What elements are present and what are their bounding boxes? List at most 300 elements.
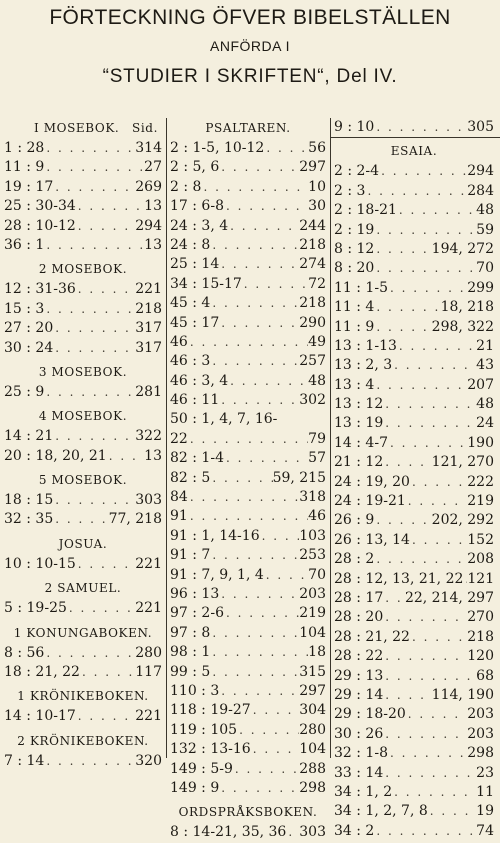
page-number: 269: [135, 178, 162, 195]
index-entry: [4, 280, 162, 299]
index-entry: [334, 550, 494, 569]
verse-reference: 36 : 1: [4, 236, 45, 253]
verse-reference: 97 : 8: [170, 624, 211, 641]
index-entry: [170, 352, 326, 371]
page-number: 317: [135, 339, 162, 356]
section-heading: 2 MOSEBOK.: [38, 262, 128, 277]
verse-reference: 84: [170, 489, 188, 506]
verse-reference: 8 : 56: [4, 644, 45, 661]
verse-reference: 7 : 14: [4, 752, 45, 769]
page-number: 305: [467, 119, 494, 135]
verse-reference: 91 : 7, 9, 1, 4: [170, 566, 264, 583]
page-number: 77, 218: [108, 511, 162, 528]
index-entry: [334, 764, 494, 783]
verse-reference: 18 : 21, 22: [4, 664, 80, 681]
verse-reference: 30 : 26: [334, 725, 384, 742]
verse-reference: 149 : 9: [170, 779, 220, 796]
verse-reference: 11 : 4: [334, 299, 375, 316]
index-entry: [4, 427, 162, 446]
dot-leader: [53, 427, 135, 446]
index-entry: [170, 507, 326, 526]
index-entry: [170, 139, 326, 158]
index-entry: [334, 531, 494, 550]
page-subtitle: ANFÖRDA I: [210, 38, 290, 54]
verse-reference: 46: [170, 333, 188, 350]
verse-reference: 13 : 19: [334, 415, 384, 432]
page-number: 222: [467, 473, 494, 490]
page-number: 221: [135, 708, 162, 725]
dot-leader: [383, 647, 467, 666]
page-number: 303: [135, 492, 162, 509]
dot-leader: [188, 333, 308, 352]
verse-reference: 32 : 1-8: [334, 745, 388, 762]
dot-leader: [260, 527, 300, 546]
verse-reference: 11 : 9: [334, 318, 375, 335]
index-entry: [334, 376, 494, 395]
dot-leader: [264, 566, 308, 585]
dot-leader: [44, 139, 135, 158]
dot-leader: [383, 764, 476, 783]
dot-leader: [76, 217, 135, 236]
index-entry: [170, 566, 326, 585]
dot-leader: [374, 221, 476, 240]
page-number: 257: [299, 353, 326, 370]
dot-leader: [383, 725, 467, 744]
index-entry: [334, 434, 494, 453]
section-heading: 1 KRÖNIKEBOKEN.: [17, 689, 149, 704]
dot-leader: [251, 701, 300, 720]
index-entry: [170, 527, 326, 546]
index-entry: [4, 300, 162, 319]
page-number: 203: [467, 725, 494, 742]
verse-reference: 46 : 3, 4: [170, 372, 229, 389]
verse-reference: 12 : 31-36: [4, 281, 76, 298]
verse-reference: 5 : 19-25: [4, 600, 67, 617]
index-entry: [334, 221, 494, 240]
page-number: 274: [299, 256, 326, 273]
verse-reference: 2 : 2-4: [334, 163, 380, 180]
verse-reference: 14 : 4-7: [334, 434, 388, 451]
page-number: 121: [467, 570, 495, 587]
index-entry: [4, 319, 162, 338]
page-number: 30: [308, 198, 326, 215]
page-number: 317: [135, 320, 162, 337]
page-number: 152: [467, 531, 494, 548]
verse-reference: 46 : 3: [170, 353, 211, 370]
dot-leader: [374, 240, 431, 259]
index-entry: [334, 744, 494, 763]
dot-leader: [428, 802, 476, 821]
verse-reference: 30 : 24: [4, 339, 54, 356]
dot-leader: [410, 628, 467, 647]
page-number: 218: [299, 295, 326, 312]
index-entry: [334, 182, 494, 201]
dot-leader: [76, 555, 135, 574]
verse-reference: 28 : 2: [334, 551, 375, 568]
verse-reference: 29 : 18-20: [334, 706, 406, 723]
index-entry: [4, 707, 162, 726]
page-number: 18, 218: [440, 299, 494, 316]
verse-reference: 25 : 30-34: [4, 198, 76, 215]
verse-reference: 96 : 13: [170, 585, 220, 602]
verse-reference: 18 : 15: [4, 492, 54, 509]
verse-reference: 1 : 28: [4, 140, 45, 156]
index-entry: [334, 802, 494, 821]
index-entry: [334, 822, 494, 841]
dot-leader: [228, 217, 299, 236]
dot-leader: [388, 434, 467, 453]
page-column-label: Sid.: [132, 121, 158, 135]
index-entry: [170, 604, 326, 623]
dot-leader: [383, 686, 431, 705]
index-entry: [170, 391, 326, 410]
section-heading: 2 SAMUEL.: [44, 581, 122, 596]
verse-reference: 24 : 8: [170, 236, 211, 253]
verse-reference: 25 : 9: [4, 383, 45, 400]
section-heading: 5 MOSEBOK.: [38, 473, 128, 488]
dot-leader: [410, 531, 467, 550]
section-heading: 1 KONUNGABOKEN.: [13, 625, 153, 640]
dot-leader: [286, 823, 299, 842]
index-entry: [4, 752, 162, 771]
page-number: 280: [299, 721, 326, 738]
dot-leader: [397, 337, 476, 356]
page-number: 13: [144, 198, 162, 215]
index-entry: [170, 372, 326, 391]
section-heading: 3 MOSEBOK.: [38, 364, 128, 379]
index-entry: [170, 217, 326, 236]
dot-leader: [374, 376, 467, 395]
page-number: 221: [135, 281, 162, 298]
verse-reference: 82 : 1-4: [170, 450, 224, 467]
index-entry: [170, 430, 326, 449]
verse-reference: 118 : 19-27: [170, 702, 251, 719]
index-entry: [4, 555, 162, 574]
index-entry: [334, 259, 494, 278]
dot-leader: [406, 705, 467, 724]
page-number: 10: [308, 178, 326, 195]
verse-reference: 28 : 12, 13, 21, 22: [334, 570, 464, 587]
page-number: 48: [476, 396, 494, 413]
index-entry: [170, 823, 326, 842]
dot-leader: [224, 604, 299, 623]
index-entry: [4, 447, 162, 466]
dot-leader: [53, 339, 135, 358]
dot-leader: [44, 300, 135, 319]
page-number: 48: [308, 372, 326, 389]
page-number: 21: [476, 337, 494, 354]
dot-leader: [210, 469, 272, 488]
dot-leader: [374, 550, 467, 569]
dot-leader: [374, 259, 476, 278]
page-number: 13: [144, 447, 162, 464]
page-number: 314: [135, 140, 162, 156]
page-number: 270: [467, 609, 494, 626]
verse-reference: 82 : 5: [170, 469, 211, 486]
dot-leader: [76, 280, 135, 299]
dot-leader: [44, 158, 144, 177]
dot-leader: [210, 294, 299, 313]
page-number: 114, 190: [431, 686, 494, 703]
verse-reference: 91: [170, 508, 188, 525]
page-number: 48: [476, 202, 494, 219]
page-number: 190: [467, 434, 494, 451]
index-entry: [4, 217, 162, 236]
index-entry: [170, 178, 326, 197]
index-entry: [334, 414, 494, 433]
page-number: 208: [467, 551, 494, 568]
dot-leader: [219, 682, 299, 701]
index-entry: [334, 395, 494, 414]
verse-reference: 28 : 10-12: [4, 217, 76, 234]
page-number: 72: [308, 275, 326, 292]
verse-reference: 27 : 20: [4, 320, 54, 337]
dot-leader: [233, 760, 299, 779]
verse-reference: 46 : 11: [170, 392, 220, 409]
verse-reference: 24 : 3, 4: [170, 217, 229, 234]
dot-leader: [383, 589, 405, 608]
page-number: 218: [299, 236, 326, 253]
dot-leader: [67, 599, 135, 618]
index-entry: [334, 628, 494, 647]
book-name: I MOSEBOK.: [34, 121, 120, 135]
page-number: 203: [299, 585, 326, 602]
page-number: 207: [467, 376, 494, 393]
dot-leader: [210, 663, 299, 682]
verse-reference: 2 : 18-21: [334, 202, 397, 219]
dot-leader: [219, 314, 299, 333]
index-entry: [170, 663, 326, 682]
page-number: 219: [467, 493, 494, 510]
work-title: “STUDIER I SKRIFTEN“, Del IV.: [102, 66, 398, 87]
verse-reference: 28 : 20: [334, 609, 384, 626]
dot-leader: [219, 255, 299, 274]
dot-leader: [383, 414, 476, 433]
verse-reference: 21 : 12: [334, 454, 384, 471]
index-entry: [170, 197, 326, 216]
page-number: 297: [299, 159, 326, 176]
page-number: 320: [135, 752, 162, 769]
page-number: 253: [299, 547, 326, 564]
verse-reference: 34 : 1, 2: [334, 783, 393, 800]
verse-reference: 2 : 3: [334, 182, 366, 199]
page-number: 302: [299, 392, 326, 409]
verse-reference: 8 : 12: [334, 240, 375, 257]
verse-reference: 32 : 35: [4, 511, 54, 528]
verse-reference: 25 : 14: [170, 256, 220, 273]
verse-reference: 13 : 1-13: [334, 337, 397, 354]
dot-leader: [188, 488, 299, 507]
index-entry: [4, 599, 162, 618]
page-number: 298, 322: [431, 318, 494, 335]
verse-reference: 14 : 21: [4, 428, 54, 445]
index-entry: [170, 682, 326, 701]
column-divider: [166, 118, 167, 758]
dot-leader: [383, 395, 476, 414]
index-entry: [334, 473, 494, 492]
dot-leader: [44, 383, 135, 402]
index-entry: [170, 255, 326, 274]
index-entry: [334, 725, 494, 744]
verse-reference: 14 : 10-17: [4, 708, 76, 725]
dot-leader: [53, 491, 135, 510]
index-entry: [4, 491, 162, 510]
verse-reference: 8 : 20: [334, 260, 375, 277]
index-entry: [334, 511, 494, 530]
verse-reference: 99 : 5: [170, 663, 211, 680]
page-number: 288: [299, 760, 326, 777]
index-entry: [4, 663, 162, 682]
page-number: 203: [467, 706, 494, 723]
page-number: 68: [476, 667, 494, 684]
dot-leader: [210, 546, 299, 565]
verse-reference: 34 : 15-17: [170, 275, 242, 292]
page-number: 221: [135, 555, 162, 572]
dot-leader: [219, 391, 299, 410]
section-heading: PSALTAREN.: [205, 121, 291, 135]
verse-reference: 28 : 22: [334, 648, 384, 665]
index-column-2: [170, 118, 326, 843]
verse-reference: 119 : 105: [170, 721, 238, 738]
page-number: 57: [308, 450, 326, 467]
verse-reference: 24 : 19-21: [334, 493, 406, 510]
page-number: 221: [135, 600, 162, 617]
section-heading: ORDSPRÅKSBOKEN.: [178, 805, 318, 820]
index-entry: [170, 275, 326, 294]
verse-reference: 34 : 2: [334, 822, 375, 839]
verse-reference: 24 : 19, 20: [334, 473, 410, 490]
index-entry: [334, 570, 494, 589]
index-entry: [4, 236, 162, 255]
index-entry: [334, 492, 494, 511]
dot-leader: [374, 298, 440, 317]
page-number: 49: [308, 333, 326, 350]
dot-leader: [388, 744, 467, 763]
verse-reference: 26 : 13, 14: [334, 531, 410, 548]
dot-leader: [224, 449, 308, 468]
dot-leader: [374, 511, 431, 530]
page-number: 27: [144, 159, 162, 176]
page-number: 194, 272: [431, 240, 494, 257]
dot-leader: [406, 492, 467, 511]
dot-leader: [76, 707, 135, 726]
page-number: 59, 215: [272, 469, 326, 486]
dot-leader: [374, 118, 467, 137]
dot-leader: [210, 352, 299, 371]
page-number: 290: [299, 314, 326, 331]
index-entry: [4, 383, 162, 402]
verse-reference: 29 : 14: [334, 686, 384, 703]
index-entry: [4, 178, 162, 197]
page-number: 23: [476, 764, 494, 781]
dot-leader: [210, 624, 299, 643]
verse-reference: 26 : 9: [334, 512, 375, 529]
verse-reference: 19 : 17: [4, 178, 54, 195]
index-entry: [334, 298, 494, 317]
index-entry: [170, 236, 326, 255]
verse-reference: 34 : 1, 2, 7, 8: [334, 803, 428, 820]
dot-leader: [365, 182, 467, 201]
dot-leader: [251, 740, 300, 759]
page-number: 294: [467, 163, 494, 180]
verse-reference: 98 : 1: [170, 644, 211, 661]
verse-reference: 45 : 4: [170, 295, 211, 312]
index-entry: [334, 686, 494, 705]
index-entry: [170, 721, 326, 740]
page-number: 103: [299, 527, 326, 544]
dot-leader: [224, 197, 308, 216]
page-number: 218: [135, 300, 162, 317]
verse-reference: 8 : 14-21, 35, 36: [170, 824, 287, 841]
page-number: 13: [144, 236, 162, 253]
index-entry: [334, 453, 494, 472]
page-number: 24: [476, 415, 494, 432]
section-heading: 2 KRÖNIKEBOKEN.: [17, 733, 149, 748]
index-entry: [334, 356, 494, 375]
dot-leader: [228, 372, 308, 391]
index-entry: [334, 318, 494, 337]
verse-reference: 28 : 21, 22: [334, 628, 410, 645]
page-number: 120: [467, 648, 494, 665]
page-number: 202, 292: [431, 512, 494, 529]
verse-reference: 50 : 1, 4, 7, 16-: [170, 411, 278, 428]
dot-leader: [219, 779, 299, 798]
column-divider: [330, 118, 331, 758]
index-entry: [170, 449, 326, 468]
page-number: 304: [299, 702, 326, 719]
index-entry: [334, 589, 494, 608]
page-number: 22, 214, 297: [404, 589, 494, 606]
verse-reference: 11 : 9: [4, 159, 45, 176]
page-number: 104: [299, 741, 326, 758]
page-number: 18: [308, 644, 326, 661]
dot-leader: [44, 644, 135, 663]
page-number: 19: [476, 803, 494, 820]
section-heading: JOSUA.: [58, 536, 108, 551]
dot-leader: [219, 585, 299, 604]
index-entry: [170, 488, 326, 507]
dot-leader: [44, 752, 135, 771]
dot-leader: [210, 236, 299, 255]
page-number: 297: [299, 682, 326, 699]
page-number: 117: [135, 664, 162, 681]
page-number: 318: [299, 489, 326, 506]
verse-reference: 2 : 8: [170, 178, 202, 195]
page-number: 121, 270: [431, 454, 494, 471]
verse-reference: 10 : 10-15: [4, 555, 76, 572]
page-number: 303: [299, 824, 326, 841]
index-entry: [4, 644, 162, 663]
verse-reference: 22: [170, 430, 188, 447]
index-entry: [170, 410, 326, 429]
dot-leader: [188, 430, 308, 449]
section-heading: ESAIA.: [390, 144, 438, 159]
dot-leader: [383, 608, 467, 627]
dot-leader: [374, 822, 476, 841]
page-number: 79: [308, 430, 326, 447]
page-number: 298: [299, 779, 326, 796]
index-entry: [334, 240, 494, 259]
dot-leader: [53, 178, 135, 197]
index-entry: [334, 667, 494, 686]
verse-reference: 97 : 2-6: [170, 605, 224, 622]
verse-reference: 132 : 13-16: [170, 741, 251, 758]
page-number: 59: [476, 221, 494, 238]
dot-leader: [107, 447, 144, 466]
index-entry: [170, 740, 326, 759]
index-entry: [170, 624, 326, 643]
dot-leader: [379, 162, 467, 181]
